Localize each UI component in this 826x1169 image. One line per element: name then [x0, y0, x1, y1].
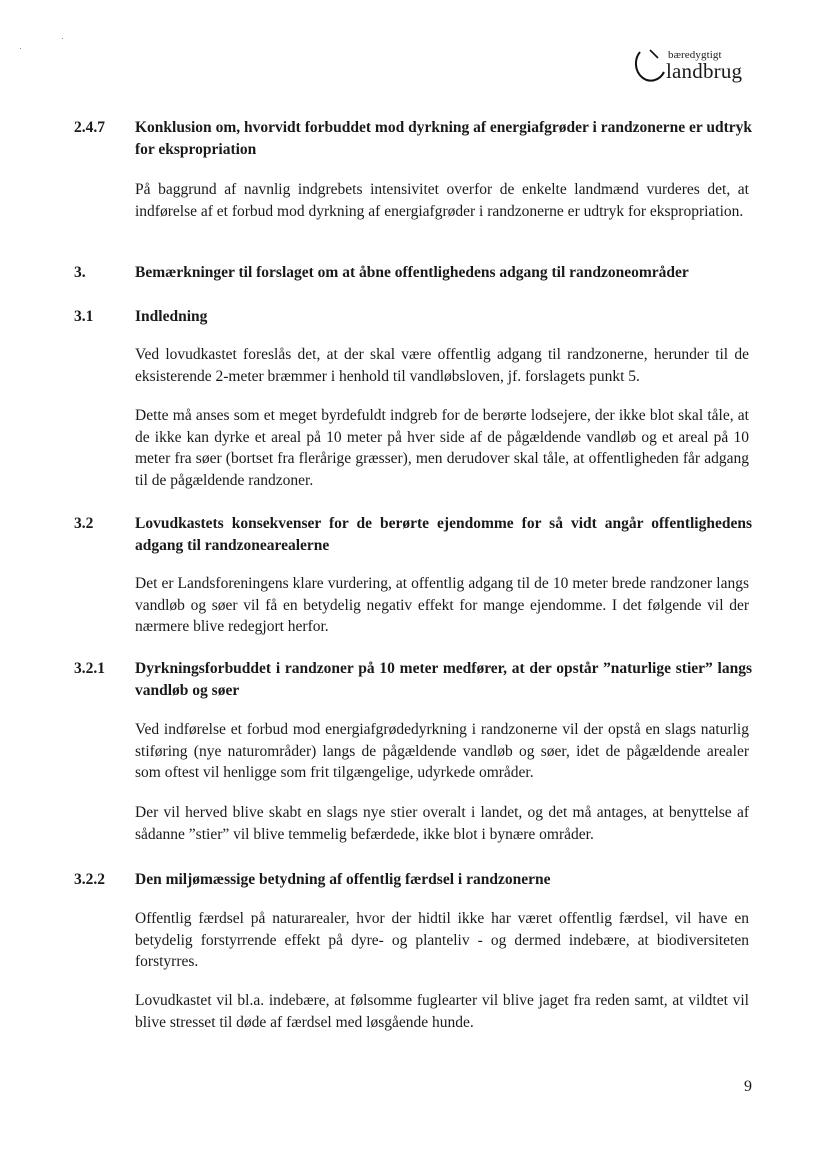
logo-text-small: bæredygtigt [668, 49, 722, 61]
paragraph: Offentlig færdsel på naturarealer, hvor der hidtil ikke har været offentlig færdsel, vil have en betydelig forstyrrende effekt på dyre- og planteliv - og dermed indebære, at biodiversiteten forstyrres. [135, 910, 749, 970]
logo-ring-icon [622, 46, 668, 96]
section-number: 3.1 [74, 308, 94, 325]
section-title: Bemærkninger til forslaget om at åbne offentlighedens adgang til randzoneområder [135, 264, 689, 281]
paragraph: Ved indførelse et forbud mod energiafgrødedyrkning i randzonerne vil der opstå en slags naturlig stiføring (nye naturområder) langs de pågældende vandløb og søer, idet de pågældende arealer som oftest vil henligge som frit tilgængelige, udyrkede områder. [135, 721, 749, 781]
section-title: Konklusion om, hvorvidt forbuddet mod dyrkning af energiafgrøder i randzonerne er udtryk for ekspropriation [135, 119, 752, 158]
section-heading-3-2-1 [74, 658, 752, 702]
section-heading-3-2 [74, 513, 752, 557]
paragraph: Lovudkastet vil bl.a. indebære, at følsomme fuglearter vil blive jaget fra reden samt, at vildtet vil blive stresset til døde af færdsel med løsgående hunde. [135, 992, 749, 1031]
paragraph: Det er Landsforeningens klare vurdering, at offentlig adgang til de 10 meter brede randzoner langs vandløb og søer vil få en betydelig negativ effekt for mange ejendomme. I det følgende vil der nærmere blive redegjort herfor. [135, 575, 749, 635]
section-title: Dyrkningsforbuddet i randzoner på 10 meter medfører, at der opstår ”naturlige stier” langs vandløb og søer [135, 660, 752, 699]
section-number: 3.2 [74, 515, 94, 532]
section-title: Lovudkastets konsekvenser for de berørte ejendomme for så vidt angår offentlighedens adgang til randzonearealerne [135, 515, 752, 554]
paragraph: Der vil herved blive skabt en slags nye stier overalt i landet, og det må antages, at benyttelse af sådanne ”stier” vil blive temmelig befærdede, ikke blot i bynære områder. [135, 804, 749, 843]
section-number: 3.2.2 [74, 871, 105, 888]
paragraph: Ved lovudkastet foreslås det, at der skal være offentlig adgang til randzonerne, herunder til de eksisterende 2-meter bræmmer i henhold til vandløbsloven, jf. forslagets punkt 5. [135, 346, 749, 385]
baeredygtigt-landbrug-logo [622, 46, 752, 96]
section-heading-3-1 [74, 306, 752, 328]
section-heading-3-2-2 [74, 869, 752, 891]
scan-speck [20, 48, 21, 49]
section-heading-3 [74, 262, 752, 284]
section-number: 3.2.1 [74, 660, 105, 677]
logo-text-large: landbrug [666, 59, 743, 83]
paragraph: Dette må anses som et meget byrdefuldt indgreb for de berørte lodsejere, der ikke blot skal tåle, at de ikke kan dyrke et areal på 10 meter på hver side af de pågældende vandløb og et areal på 10 meter fra søer (bortset fra flerårige græsser), men derudover skal tåle, at offentligheden får adgang til de pågældende randzoner. [135, 407, 749, 489]
section-heading-2-4-7 [74, 117, 752, 161]
paragraph: På baggrund af navnlig indgrebets intensivitet overfor de enkelte landmænd vurderes det, at indførelse af et forbud mod dyrkning af energiafgrøder i randzonerne er udtryk for ekspropriation. [135, 181, 749, 220]
section-number: 2.4.7 [74, 119, 105, 136]
section-title: Den miljømæssige betydning af offentlig færdsel i randzonerne [135, 871, 551, 888]
page-number: 9 [744, 1078, 752, 1095]
section-title: Indledning [135, 308, 208, 325]
section-number: 3. [74, 264, 86, 281]
scan-speck [62, 38, 63, 39]
